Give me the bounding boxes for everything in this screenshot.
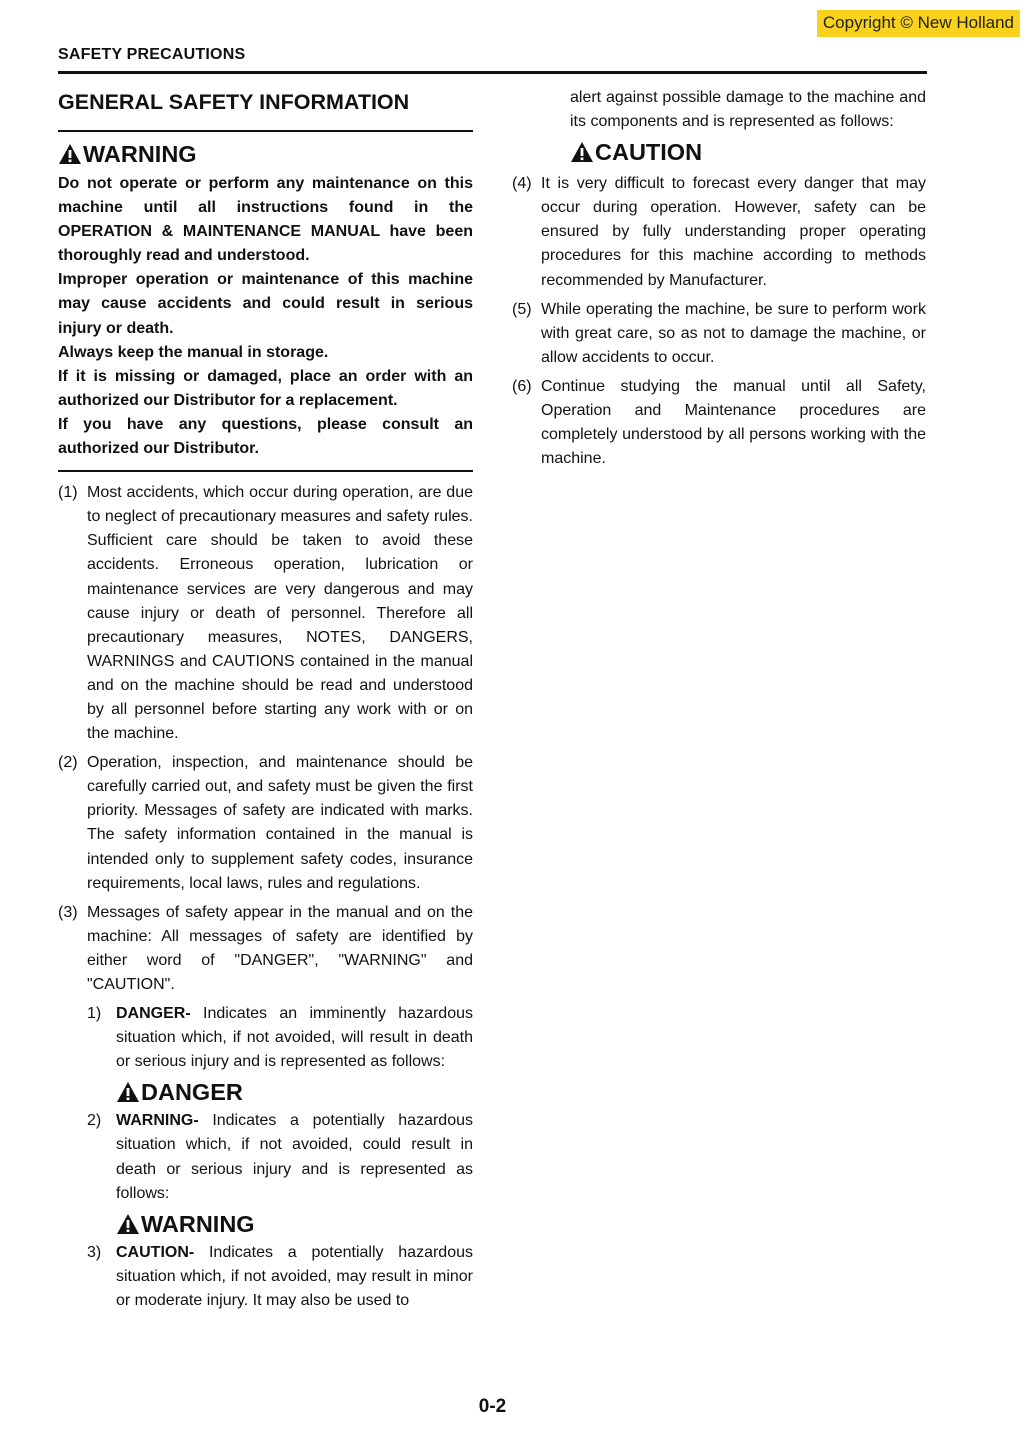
list-item-number: (5) [512,300,532,318]
right-column [512,86,926,476]
list-item [58,481,473,746]
left-column [58,86,473,1317]
list-item [58,751,473,896]
sub-list-item [87,1109,473,1205]
sub-item-number: 2) [87,1112,102,1130]
warning-paragraph: Improper operation or maintenance of this machine may cause accidents and could result in serious injury or death. [58,271,473,337]
list-item-text: Messages of safety appear in the manual and on the machine: All messages of safety are identified by either word of "DANGER", "WARNING" and "CAUTION". [87,903,473,993]
list-item-number: (3) [58,903,78,921]
list-item-text: It is very difficult to forecast every danger that may occur during operation. However, safety can be ensured by fully understanding proper operating procedures for this machine according to methods recommended by Manufacturer. [541,175,926,289]
warning-triangle-icon [116,1213,140,1235]
list-item-text: Operation, inspection, and maintenance should be carefully carried out, and safety must be given the first priority. Messages of safety are indicated with marks. The safety information contained in the manual is intended only to supplement safety codes, insurance requirements, local laws, rules and regulations. [87,754,473,892]
sub-item-number: 3) [87,1243,102,1261]
warning-paragraph: If you have any questions, please consult an authorized our Distributor. [58,415,473,458]
sub-item-term: CAUTION- [116,1243,195,1261]
sub-item-text [116,1109,473,1205]
list-item [512,298,926,370]
list-item-number: (1) [58,484,78,502]
warning-box-top-rule [58,130,473,132]
warning-triangle-icon [58,143,82,165]
header-rule [58,71,927,74]
list-item [512,375,926,471]
warning-sign [116,1210,473,1238]
sub-item-number: 1) [87,1005,102,1023]
page-number: 0-2 [478,1396,507,1417]
list-item-number: (4) [512,175,532,193]
warning-box [58,140,473,461]
sub-item-term: WARNING- [116,1112,199,1130]
sub-list-item [87,1002,473,1074]
sub-item-text [116,1002,473,1074]
sub-list-item [87,1241,473,1313]
sub-item-term: DANGER- [116,1005,191,1023]
section-header: SAFETY PRECAUTIONS [58,46,246,63]
copyright-badge: Copyright © New Holland [817,10,1020,37]
warning-box-bottom-rule [58,470,473,472]
warning-paragraph: If it is missing or damaged, place an order with an authorized our Distributor for a replacement. [58,367,473,409]
sub-item-description: Indicates a potentially hazardous situation which, if not avoided, could result in death or serious injury and is represented as follows: [116,1112,473,1202]
list-item-text: Continue studying the manual until all Safety, Operation and Maintenance procedures are completely understood by all persons working with the machine. [541,377,926,468]
continued-text: alert against possible damage to the machine and its components and is represented as follows: [570,89,926,131]
list-item-text: Most accidents, which occur during operation, are due to neglect of precautionary measures and safety rules. Sufficient care should be taken to avoid these accidents. Erroneous operation, lubrication or maintenance services are very dangerous and may cause injury or death of personnel. Therefore all precautionary measures, NOTES, DANGERS, WARNINGS and CAUTIONS contained in the manual and on the machine should be read and understood by all personnel before starting any work with or on the machine. [87,484,473,743]
danger-sign-label: DANGER [141,1079,243,1106]
list-item [512,172,926,292]
warning-paragraph: Do not operate or perform any maintenance on this machine until all instructions found in the OPERATION & MAINTENANCE MANUAL have been thoroughly read and understood. [58,175,473,265]
warning-triangle-icon [116,1081,140,1103]
warning-sign [58,140,473,168]
caution-sign [570,138,926,166]
warning-sign-label: WARNING [83,141,197,167]
list-item-text: While operating the machine, be sure to perform work with great care, so as not to damage the machine, or allow accidents to occur. [541,300,926,366]
page-title: GENERAL SAFETY INFORMATION [58,90,410,114]
sub-item-text [116,1241,473,1313]
warning-paragraph: Always keep the manual in storage. [58,343,329,361]
warning-triangle-icon [570,141,594,163]
list-item [58,901,473,997]
sub-item-description: Indicates a potentially hazardous situation which, if not avoided, may result in minor or moderate injury. It may also be used to [116,1243,473,1309]
warning-sign-label: WARNING [141,1210,255,1237]
danger-sign [116,1078,473,1106]
list-item-number: (2) [58,754,78,772]
list-item-number: (6) [512,377,532,395]
caution-sign-label: CAUTION [595,139,703,166]
sub-item-description: Indicates an imminently hazardous situation which, if not avoided, will result in death or serious injury and is represented as follows: [116,1005,473,1071]
